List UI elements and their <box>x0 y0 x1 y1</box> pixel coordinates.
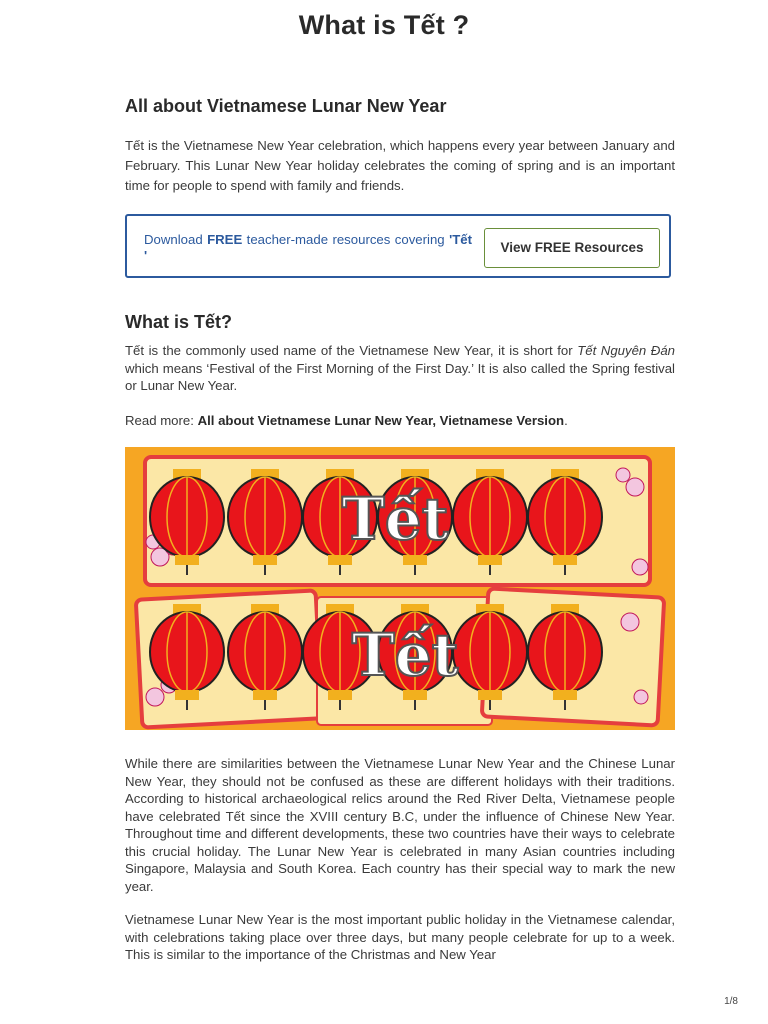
callout-topic: 'Tết ' <box>144 232 472 263</box>
callout-suffix: teacher-made resources covering <box>246 232 445 247</box>
callout-text <box>144 232 472 264</box>
history-paragraph: While there are similarities between the Vietnamese Lunar New Year and the Chinese Lunar New Year, they should not be confused as these are different holidays with their traditions. According to historical archaeological relics around the Red River Delta, Vietnamese people have celebrated Tết since the XVIII century B.C, under the influence of Chinese New Year. Throughout time and different developments, these two countries have their ways to celebrate this crucial holiday. The Lunar New Year is celebrated in many Asian countries including Singapore, Malaysia and South Korea. Each country has their special way to mark the new year. <box>125 756 675 894</box>
section-heading-what-is-tet: What is Tết? <box>125 312 232 332</box>
resources-callout <box>125 214 671 278</box>
read-more-line <box>125 411 675 431</box>
read-more-end: . <box>564 413 568 428</box>
view-free-resources-button[interactable]: View FREE Resources <box>484 228 660 268</box>
banner-word-top: Tết <box>341 485 449 553</box>
what-is-tet-paragraph <box>125 342 675 395</box>
read-more-label: Read more: <box>125 413 198 428</box>
what-is-tet-text-start: Tết is the commonly used name of the Vietnamese New Year, it is short for <box>125 343 578 358</box>
what-is-tet-text-end: which means ‘Festival of the First Morning of the First Day.’ It is also called the Spring festival or Lunar New Year. <box>125 360 675 393</box>
tet-nguyen-dan-term: Tết Nguyên Đán <box>577 343 675 358</box>
tet-banner-image <box>125 447 675 730</box>
lantern-banner-graphic <box>125 447 675 730</box>
holiday-paragraph: Vietnamese Lunar New Year is the most important public holiday in the Vietnamese calendar, with celebrations taking place over three days, but many people celebrate for up to a week. This is similar to the importance of the Christmas and New Year <box>125 912 675 962</box>
banner-word-bottom: Tết <box>351 621 459 689</box>
page-number: 1/8 <box>724 996 738 1007</box>
callout-free: FREE <box>207 232 243 247</box>
section-heading-all-about: All about Vietnamese Lunar New Year <box>125 96 447 116</box>
read-more-link[interactable]: All about Vietnamese Lunar New Year, Vietnamese Version <box>197 413 565 428</box>
intro-paragraph: Tết is the Vietnamese New Year celebration, which happens every year between January and February. This Lunar New Year holiday celebrates the coming of spring and is an important time for people to spend with family and friends. <box>125 138 675 193</box>
page-title: What is Tết ? <box>298 10 470 40</box>
callout-prefix: Download <box>144 232 203 247</box>
